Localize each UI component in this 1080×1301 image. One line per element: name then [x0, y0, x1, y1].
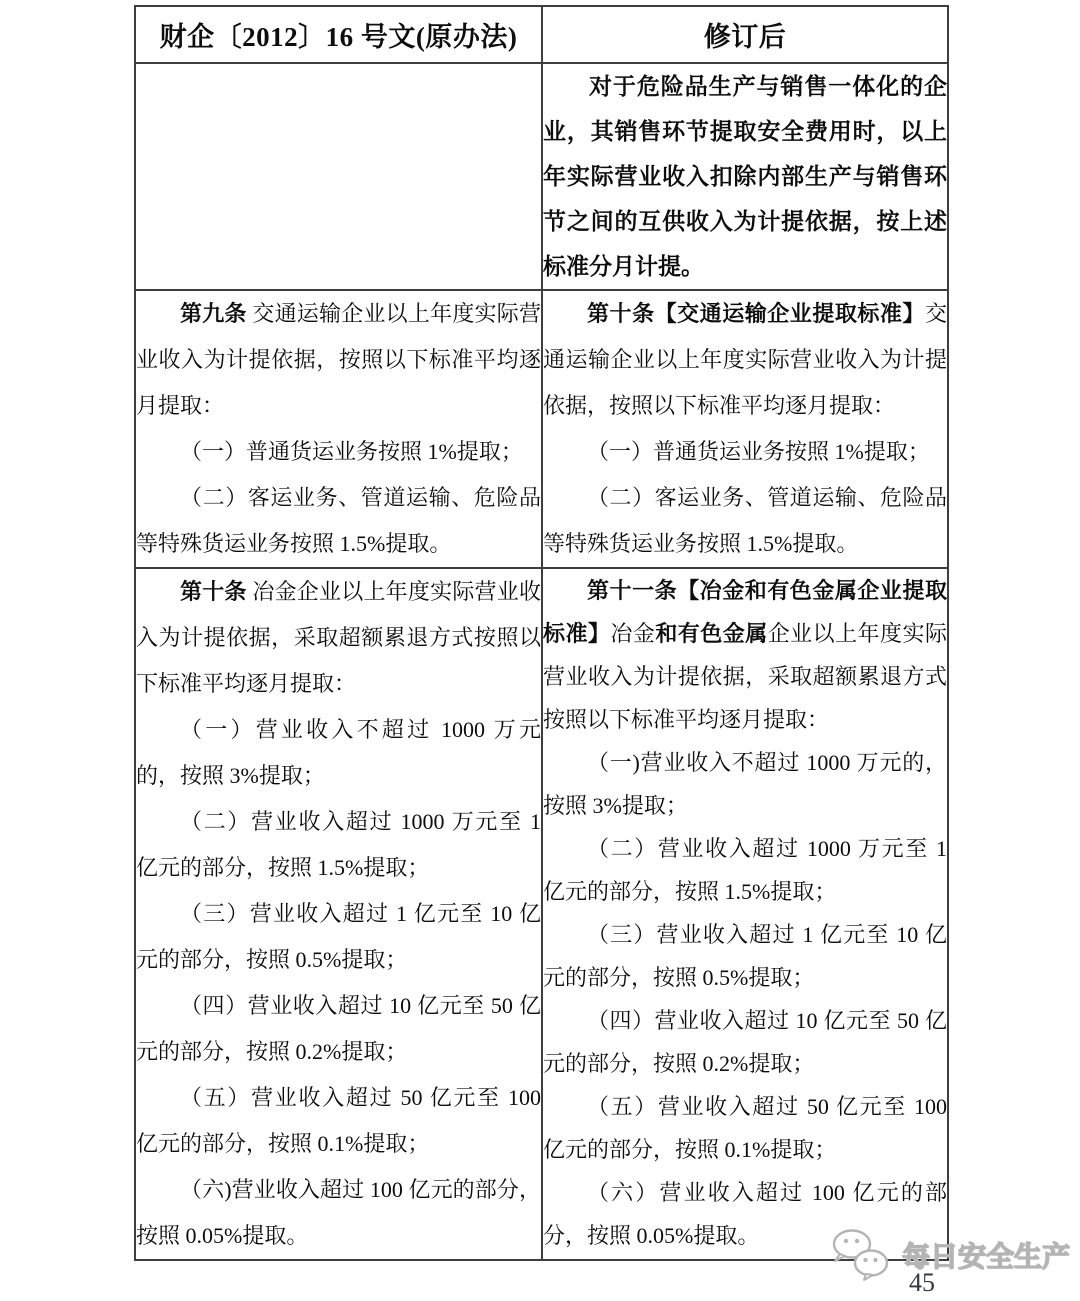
table-row	[135, 568, 948, 1260]
paragraph	[136, 983, 541, 1075]
watermark	[828, 1228, 1070, 1282]
text-run: （四）营业收入超过 10 亿元至 50 亿元的部分，按照 0.2%提取；	[136, 993, 541, 1064]
text-run: （六)营业收入超过 100 亿元的部分，按照 0.05%提取。	[136, 1177, 541, 1248]
bold-run: 第十条	[180, 579, 247, 604]
row-1-right-cell	[542, 290, 948, 568]
bold-run: 第十一条【冶金和有色金属企业提取标准】	[543, 578, 947, 646]
table-row	[135, 63, 948, 290]
table-header-row	[135, 6, 948, 63]
paragraph	[543, 827, 947, 913]
paragraph	[543, 429, 947, 475]
paragraph	[543, 291, 947, 429]
text-run: （五）营业收入超过 50 亿元至 100 亿元的部分，按照 0.1%提取；	[543, 1094, 947, 1162]
text-run: （三）营业收入超过 1 亿元至 10 亿元的部分，按照 0.5%提取；	[136, 901, 541, 972]
bold-run: 和有色金属	[655, 621, 768, 646]
text-run: （二）客运业务、管道运输、危险品等特殊货运业务按照 1.5%提取。	[136, 485, 541, 556]
text-run: 冶金	[610, 621, 656, 646]
comparison-table	[134, 5, 949, 1261]
paragraph	[543, 999, 947, 1085]
bold-run: 对于危险品生产与销售一体化的企业，其销售环节提取安全费用时，以上年实际营业收入扣除内部生产与销售环节之间的互供收入为计提依据，按上述标准分月计提。	[543, 73, 947, 279]
text-run: 交通运输企业以上年度实际营业收入为计提依据，按照以下标准平均逐月提取：	[136, 301, 541, 418]
watermark-text: 每日安全生产	[902, 1241, 1071, 1272]
page-number: 45	[909, 1268, 935, 1297]
text-run: （四）营业收入超过 10 亿元至 50 亿元的部分，按照 0.2%提取；	[543, 1008, 947, 1076]
text-run: （五）营业收入超过 50 亿元至 100 亿元的部分，按照 0.1%提取；	[136, 1085, 541, 1156]
paragraph	[543, 741, 947, 827]
text-run: 企业以上年度实际营业收入为计提依据，采取超额累退方式按照以下标准平均逐月提取：	[543, 621, 947, 732]
row-2-right-cell	[542, 568, 948, 1260]
row-2-left-cell	[135, 568, 542, 1260]
bold-run: 第十条【交通运输企业提取标准】	[587, 301, 925, 326]
paragraph	[543, 1085, 947, 1171]
text-run: （一）普通货运业务按照 1%提取；	[180, 439, 523, 464]
row-1-left-cell	[135, 290, 542, 568]
paragraph	[136, 1167, 541, 1259]
paragraph	[136, 429, 541, 475]
text-run: （二）营业收入超过 1000 万元至 1 亿元的部分，按照 1.5%提取；	[543, 836, 947, 904]
text-run: （六）营业收入超过 100 亿元的部分，按照 0.05%提取。	[543, 1180, 947, 1248]
table-row	[135, 290, 948, 568]
paragraph	[543, 475, 947, 567]
bold-run: 第九条	[180, 301, 247, 326]
text-run: 交通运输企业以上年度实际营业收入为计提依据，按照以下标准平均逐月提取：	[543, 301, 947, 418]
paragraph	[136, 1075, 541, 1167]
wechat-icon	[828, 1228, 900, 1282]
paragraph	[136, 707, 541, 799]
paragraph	[543, 64, 947, 289]
text-run: （一)营业收入不超过 1000 万元的，按照 3%提取；	[543, 750, 947, 818]
text-run: 冶金企业以上年度实际营业收入为计提依据，采取超额累退方式按照以下标准平均逐月提取：	[136, 579, 541, 696]
text-run: （二）客运业务、管道运输、危险品等特殊货运业务按照 1.5%提取。	[543, 485, 947, 556]
row-0-right-cell	[542, 63, 948, 290]
text-run: （一）营业收入不超过 1000 万元的，按照 3%提取；	[136, 717, 541, 788]
column-header-revised: 修订后	[542, 6, 948, 63]
paragraph	[543, 569, 947, 741]
text-run: （二）营业收入超过 1000 万元至 1 亿元的部分，按照 1.5%提取；	[136, 809, 541, 880]
paragraph	[136, 891, 541, 983]
column-header-original: 财企〔2012〕16 号文(原办法)	[135, 6, 542, 63]
paragraph	[136, 799, 541, 891]
paragraph	[136, 291, 541, 429]
text-run: （一）普通货运业务按照 1%提取；	[587, 439, 930, 464]
paragraph	[543, 913, 947, 999]
paragraph	[136, 569, 541, 707]
text-run: （三）营业收入超过 1 亿元至 10 亿元的部分，按照 0.5%提取；	[543, 922, 947, 990]
row-0-left-cell	[135, 63, 542, 290]
paragraph	[136, 475, 541, 567]
